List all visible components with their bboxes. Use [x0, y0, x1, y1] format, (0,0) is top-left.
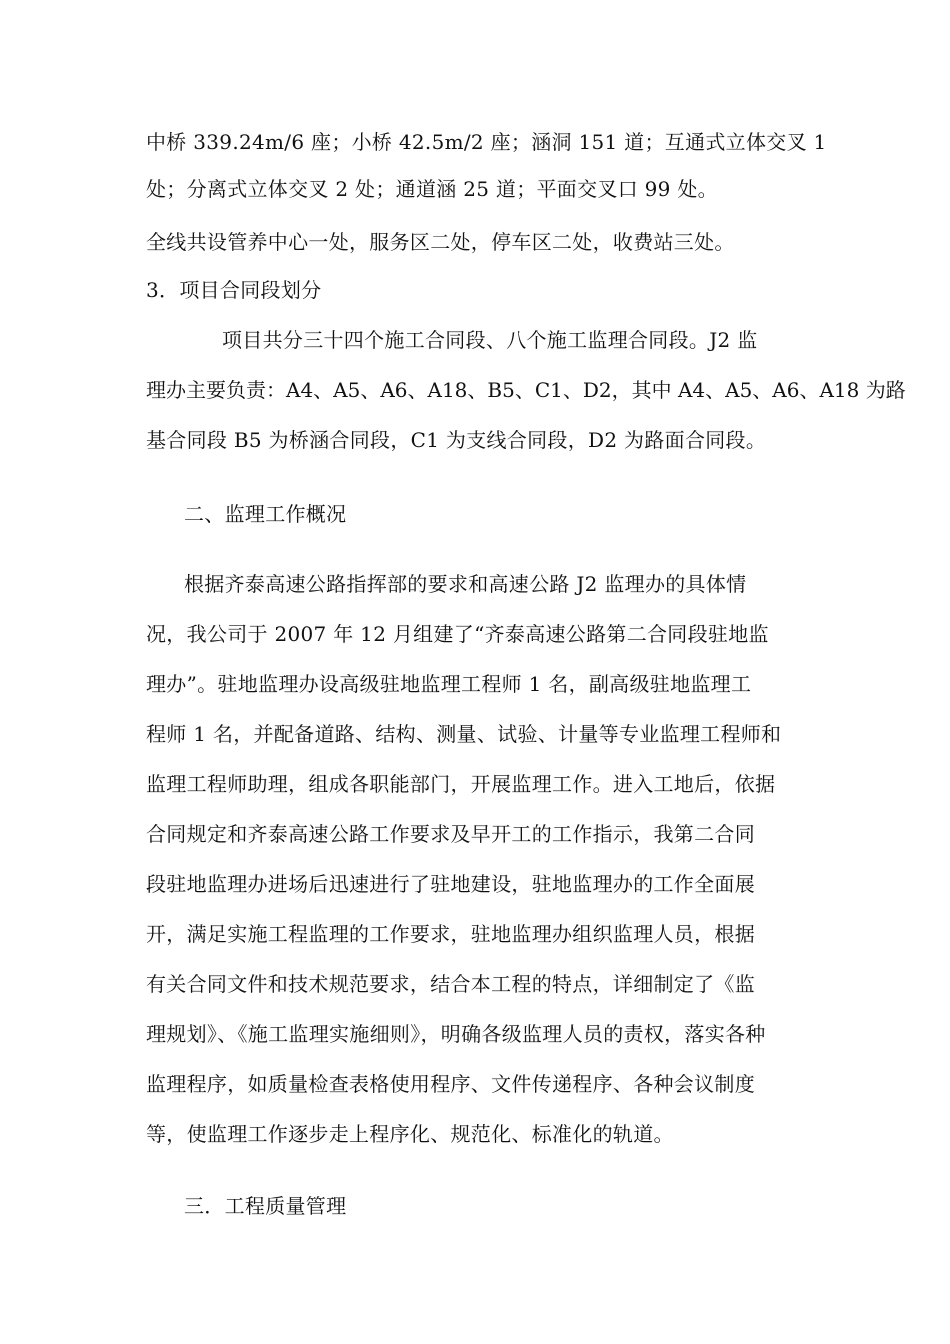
text-line: 监理程序，如质量检查表格使用程序、文件传递程序、各种会议制度	[146, 1072, 755, 1096]
text-line: 况，我公司于 2007 年 12 月组建了“齐泰高速公路第二合同段驻地监	[146, 622, 769, 646]
text-line: 理办主要负责：A4、A5、A6、A18、B5、C1、D2，其中 A4、A5、A6、A18 为路	[146, 378, 906, 402]
text-line: 理办”。驻地监理办设高级驻地监理工程师 1 名，副高级驻地监理工	[146, 672, 752, 696]
section-heading: 二、监理工作概况	[184, 502, 347, 526]
text-line: 中桥 339.24m/6 座；小桥 42.5m/2 座；涵洞 151 道；互通式立体交叉 1	[146, 130, 827, 154]
text-line: 全线共设管养中心一处，服务区二处，停车区二处，收费站三处。	[146, 230, 735, 254]
text-line: 合同规定和齐泰高速公路工作要求及早开工的工作指示，我第二合同	[146, 822, 755, 846]
text-line: 处；分离式立体交叉 2 处；通道涵 25 道；平面交叉口 99 处。	[146, 177, 718, 201]
text-line: 段驻地监理办进场后迅速进行了驻地建设，驻地监理办的工作全面展	[146, 872, 755, 896]
text-line: 基合同段 B5 为桥涵合同段，C1 为支线合同段，D2 为路面合同段。	[146, 428, 767, 452]
text-line: 等，使监理工作逐步走上程序化、规范化、标准化的轨道。	[146, 1122, 674, 1146]
section-heading: 3．项目合同段划分	[146, 278, 322, 302]
text-line: 根据齐泰高速公路指挥部的要求和高速公路 J2 监理办的具体情	[184, 572, 747, 596]
text-line: 程师 1 名，并配备道路、结构、测量、试验、计量等专业监理工程师和	[146, 722, 782, 746]
text-line: 监理工程师助理，组成各职能部门，开展监理工作。进入工地后，依据	[146, 772, 776, 796]
text-line: 有关合同文件和技术规范要求，结合本工程的特点，详细制定了《监	[146, 972, 755, 996]
text-line: 理规划》、《施工监理实施细则》，明确各级监理人员的责权，落实各种	[146, 1022, 766, 1046]
section-heading: 三．工程质量管理	[184, 1194, 347, 1218]
text-line: 项目共分三十四个施工合同段、八个施工监理合同段。J2 监	[222, 328, 758, 352]
text-line: 开，满足实施工程监理的工作要求，驻地监理办组织监理人员，根据	[146, 922, 755, 946]
